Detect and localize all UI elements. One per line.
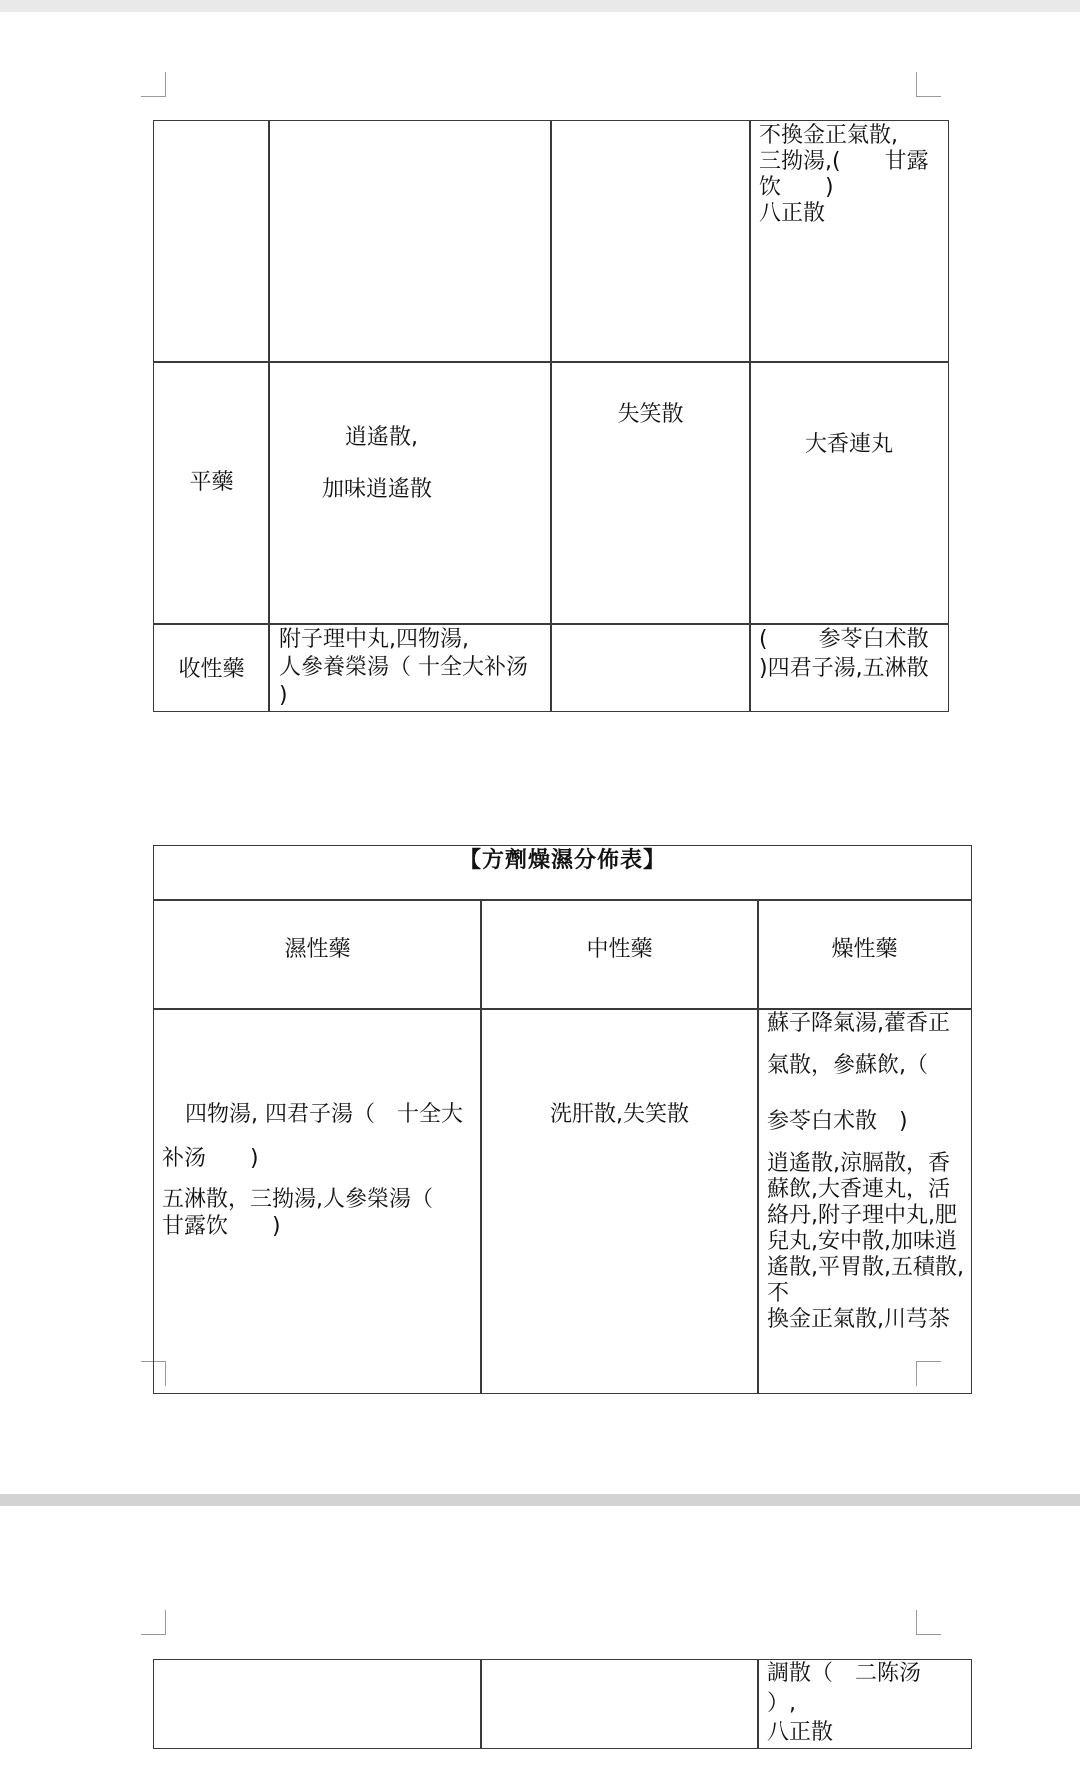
cell-text: 失笑散 — [617, 402, 684, 427]
cell-text: 逍遙散,涼膈散，香 — [767, 1151, 950, 1176]
cell-text: 遙散,平胃散,五積散, — [767, 1255, 964, 1280]
cell-text: 四物湯, 四君子湯（ 十全大 — [185, 1102, 463, 1127]
table-cell — [550, 623, 751, 712]
document-page-1 — [0, 12, 1080, 1494]
table-cell-row-label — [153, 361, 270, 625]
cell-text: 参苓白术散 ) — [767, 1109, 908, 1134]
cell-text: 調散（ 二陈汤 — [767, 1661, 922, 1686]
header-neutral: 中性藥 — [586, 937, 653, 962]
table-cell — [550, 361, 751, 625]
cell-text: 絡丹,附子理中丸,肥 — [767, 1203, 957, 1228]
table-cell — [268, 623, 552, 712]
cell-text: ) — [279, 683, 288, 708]
cell-text: 八正散 — [767, 1720, 834, 1745]
page-gap-top — [0, 0, 1080, 12]
cell-text: 五淋散，三拗湯,人參榮湯（ — [162, 1187, 433, 1212]
header-cell — [153, 899, 482, 1010]
cell-text: 洗肝散,失笑散 — [550, 1102, 689, 1127]
cell-text: 逍遙散, — [345, 425, 418, 450]
row-label-ping: 平藥 — [189, 470, 234, 495]
header-cell — [480, 899, 759, 1010]
cell-text: 三拗湯,( 甘露 — [759, 149, 929, 174]
cell-text: 不換金正氣散, — [759, 123, 898, 148]
cell-text: 氣散，參蘇飲,（ — [767, 1053, 928, 1078]
header-cell — [757, 899, 972, 1010]
table-cell — [757, 1659, 972, 1749]
cell-text: 人參養榮湯（ 十全大补汤 — [279, 655, 528, 680]
cell-text: 不 — [767, 1281, 790, 1306]
cell-text: 加味逍遙散 — [322, 477, 433, 502]
table-cell — [749, 623, 949, 712]
table-cell — [480, 1659, 759, 1749]
cell-text: 兒丸,安中散,加味逍 — [767, 1229, 957, 1254]
table-cell — [153, 120, 270, 363]
margin-mark-top-right — [916, 1610, 941, 1635]
table-cell — [550, 120, 751, 363]
cell-text: 甘露饮 ) — [162, 1214, 281, 1239]
cell-text: 蘇飲,大香連丸，活 — [767, 1177, 950, 1202]
cell-text: )四君子湯,五淋散 — [759, 656, 929, 681]
header-wet: 濕性藥 — [284, 937, 351, 962]
margin-mark-top-left — [141, 1610, 166, 1635]
dry-content-cell — [757, 1008, 972, 1394]
row-label-shou: 收性藥 — [178, 657, 245, 682]
cell-text: ( 参苓白术散 — [759, 627, 929, 652]
table-cell — [749, 120, 949, 363]
document-page-2 — [0, 1506, 1080, 1776]
table-cell — [153, 1659, 482, 1749]
cell-text: 蘇子降氣湯,藿香正 — [767, 1011, 950, 1036]
margin-mark-top-left — [141, 72, 166, 97]
wet-content-cell — [153, 1008, 482, 1394]
table-caption: 【方劑燥濕分佈表】 — [458, 848, 666, 873]
table-caption-cell — [153, 845, 972, 901]
page-gap-separator — [0, 1494, 1080, 1506]
table-cell — [268, 361, 552, 625]
table-cell — [749, 361, 949, 625]
cell-text: 大香連丸 — [804, 432, 893, 457]
cell-text: 八正散 — [759, 201, 826, 226]
header-dry: 燥性藥 — [831, 937, 898, 962]
cell-text: 附子理中丸,四物湯, — [279, 627, 469, 652]
cell-text: 饮 ) — [759, 175, 834, 200]
cell-text: ）, — [767, 1691, 796, 1716]
margin-mark-top-right — [916, 72, 941, 97]
neutral-content-cell — [480, 1008, 759, 1394]
cell-text: 补汤 ) — [162, 1146, 259, 1171]
table-cell-row-label — [153, 623, 270, 712]
table-cell — [268, 120, 552, 363]
cell-text: 換金正氣散,川芎茶 — [767, 1307, 950, 1332]
